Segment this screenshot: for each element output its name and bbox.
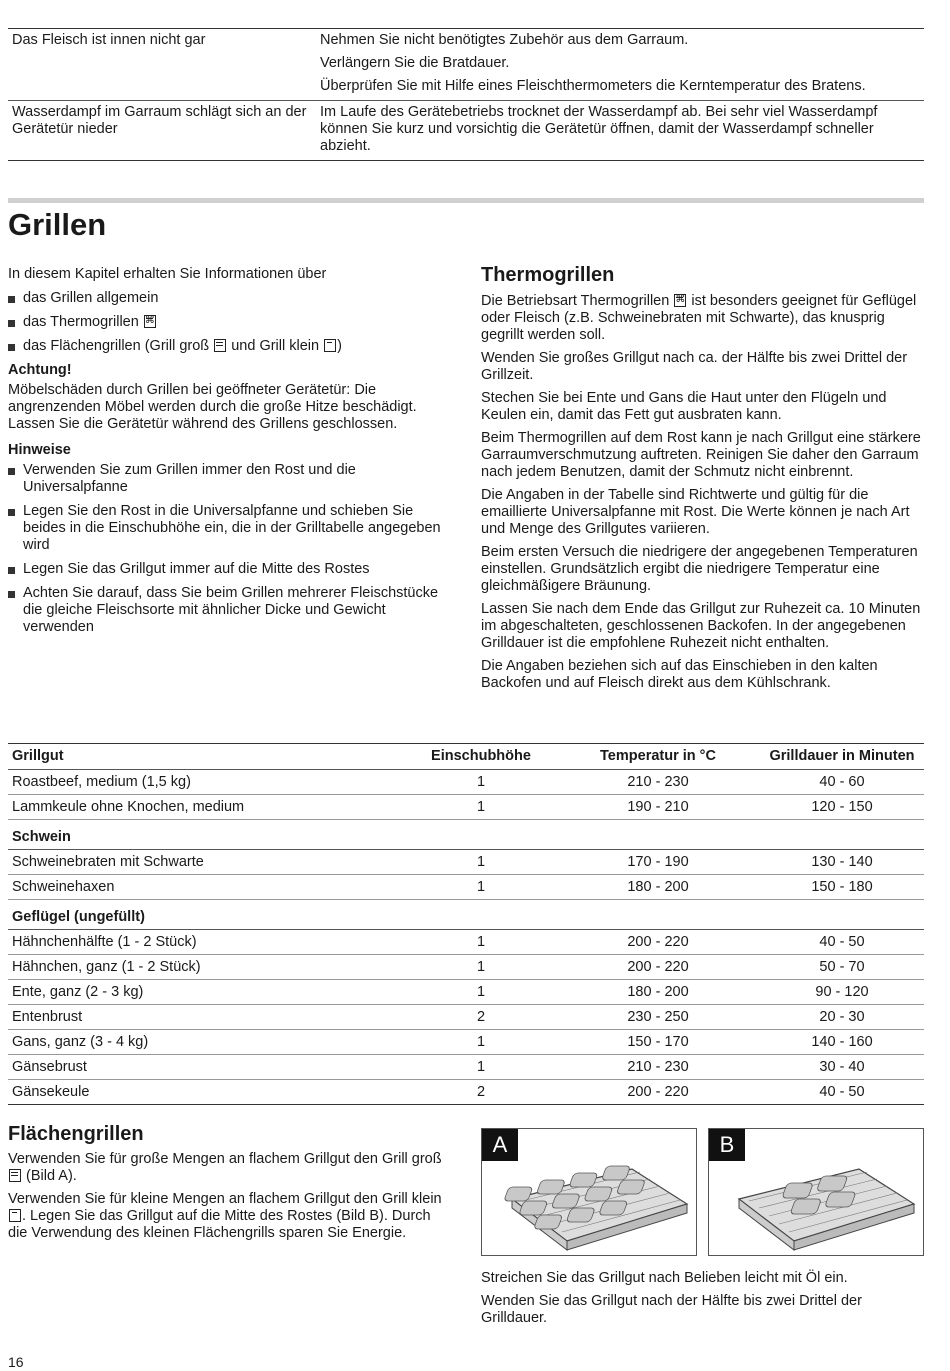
- table-row: Ente, ganz (2 - 3 kg) 1 180 - 200 90 - 120: [8, 980, 924, 1005]
- trouble-solution: Verlängern Sie die Bratdauer.: [320, 55, 510, 71]
- flaechen-heading: Flächengrillen: [8, 1123, 144, 1145]
- trouble-problem: Das Fleisch ist innen nicht gar: [12, 32, 206, 48]
- list-item: das Thermogrillen ⌘: [8, 314, 448, 331]
- trouble-row: [8, 29, 924, 100]
- thermo-paragraph: Wenden Sie großes Grillgut nach ca. der Hälfte bis zwei Drittel der Grillzeit.: [481, 350, 908, 383]
- thermo-paragraph: Lassen Sie nach dem Ende das Grillgut zur Ruhezeit ca. 10 Minuten im abgeschalteten, geschlossenen Backofen. In der angegebenen Grilldauer ist die empfohlene Ruhezeit nicht enthalten.: [481, 601, 921, 651]
- grill-table: [8, 743, 924, 1105]
- thermo-paragraph: Die Angaben in der Tabelle sind Richtwerte und gültig für die emaillierte Universalpfanne mit Rost. Die Werte können je nach Art und Menge des Grillgutes variieren.: [481, 487, 910, 537]
- thermo-paragraph: Die Angaben beziehen sich auf das Einschieben in den kalten Backofen und auf Fleisch direkt aus dem Kühlschrank.: [481, 658, 878, 691]
- grill-small-icon: [324, 339, 336, 352]
- instruction-paragraph: Streichen Sie das Grillgut nach Belieben leicht mit Öl ein.: [481, 1270, 848, 1286]
- intro-column: [8, 266, 448, 643]
- table-row: Hähnchen, ganz (1 - 2 Stück) 1 200 - 220 50 - 70: [8, 955, 924, 980]
- list-item: Verwenden Sie zum Grillen immer den Rost und die Universalpfanne: [8, 462, 448, 496]
- flaechen-paragraph: Verwenden Sie für kleine Mengen an flachem Grillgut den Grill klein . Legen Sie das Grillgut auf die Mitte des Rostes (Bild B). Durch die Verwendung des kleinen Flächengrills sparen Sie Energie.: [8, 1191, 442, 1241]
- table-row: Gänsekeule 2 200 - 220 40 - 50: [8, 1080, 924, 1105]
- intro-lead: In diesem Kapitel erhalten Sie Informationen über: [8, 266, 327, 282]
- hints-heading: Hinweise: [8, 442, 71, 458]
- thermo-paragraph: Beim Thermogrillen auf dem Rost kann je nach Grillgut eine stärkere Garraumverschmutzung auftreten. Reinigen Sie daher den Garraum nach jedem Benutzen, damit der Schmutz nicht einbrennt.: [481, 430, 921, 480]
- table-row: Schweinehaxen 1 180 - 200 150 - 180: [8, 875, 924, 900]
- trouble-problem: Wasserdampf im Garraum schlägt sich an der Gerätetür nieder: [12, 104, 307, 137]
- table-row: Hähnchenhälfte (1 - 2 Stück) 1 200 - 220 40 - 50: [8, 930, 924, 955]
- flaechen-section: [8, 1122, 448, 1248]
- thermo-paragraph: Stechen Sie bei Ente und Gans die Haut unter den Flügeln und Keulen ein, damit das Fett gut ausbraten kann.: [481, 390, 887, 423]
- table-row: Schweinebraten mit Schwarte 1 170 - 190 130 - 140: [8, 850, 924, 875]
- list-item: Legen Sie das Grillgut immer auf die Mitte des Rostes: [8, 561, 448, 578]
- column-header: Grilldauer in Minuten: [760, 744, 924, 770]
- grill-large-icon: [214, 339, 226, 352]
- list-item: das Flächengrillen (Grill groß und Grill klein ): [8, 338, 448, 355]
- table-row: Gänsebrust 1 210 - 230 30 - 40: [8, 1055, 924, 1080]
- page-number: 16: [8, 1354, 24, 1370]
- image-label: B: [709, 1129, 745, 1161]
- thermo-paragraph: Die Betriebsart Thermogrillen ⌘ ist besonders geeignet für Geflügel oder Fleisch (z.B. Schweinebraten mit Schwarte), das knusprig gegrillt werden soll.: [481, 293, 921, 344]
- warning-heading: Achtung!: [8, 362, 72, 378]
- thermo-column: [481, 263, 921, 698]
- column-header: Grillgut: [8, 744, 406, 770]
- image-a: [481, 1128, 697, 1256]
- trouble-solutions: [320, 104, 924, 155]
- thermo-paragraph: Beim ersten Versuch die niedrigere der angegebenen Temperaturen einstellen. Grundsätzlich ergibt die niedrigere Temperatur eine gleichmäßigere Bräunung.: [481, 544, 918, 594]
- table-row: Lammkeule ohne Knochen, medium 1 190 - 210 120 - 150: [8, 795, 924, 820]
- intro-list: [8, 290, 448, 355]
- trouble-solution: Nehmen Sie nicht benötigtes Zubehör aus dem Garraum.: [320, 32, 689, 48]
- table-group-row: Schwein: [8, 820, 924, 850]
- image-b: [708, 1128, 924, 1256]
- column-header: Einschubhöhe: [406, 744, 556, 770]
- thermogrill-icon: [674, 294, 686, 307]
- trouble-solutions: [320, 32, 924, 95]
- table-header-row: [8, 744, 924, 770]
- page-title: Grillen: [8, 207, 107, 242]
- thermogrill-icon: [144, 315, 156, 328]
- table-row: Gans, ganz (3 - 4 kg) 1 150 - 170 140 - 160: [8, 1030, 924, 1055]
- list-item: Achten Sie darauf, dass Sie beim Grillen mehrerer Fleischstücke die gleiche Fleischsorte mit ähnlicher Dicke und Gewicht verwenden: [8, 585, 448, 636]
- table-row: Roastbeef, medium (1,5 kg) 1 210 - 230 40 - 60: [8, 770, 924, 795]
- table-row: Entenbrust 2 230 - 250 20 - 30: [8, 1005, 924, 1030]
- trouble-table: [8, 28, 924, 161]
- list-item: das Grillen allgemein: [8, 290, 448, 307]
- warning-text: Möbelschäden durch Grillen bei geöffneter Gerätetür: Die angrenzenden Möbel werden durch die große Hitze beschädigt. Lassen Sie die Gerätetür während des Grillens geschlossen.: [8, 382, 417, 432]
- image-label: A: [482, 1129, 518, 1161]
- grill-small-icon: [9, 1209, 21, 1222]
- flaechen-paragraph: Verwenden Sie für große Mengen an flachem Grillgut den Grill groß (Bild A).: [8, 1151, 442, 1184]
- trouble-row: [8, 100, 924, 160]
- trouble-solution: Im Laufe des Gerätebetriebs trocknet der Wasserdampf ab. Bei sehr viel Wasserdampf können Sie kurz und vorsichtig die Gerätetür öffnen, damit der Wasserdampf schneller abzieht.: [320, 104, 878, 154]
- grill-large-icon: [9, 1169, 21, 1182]
- instruction-paragraph: Wenden Sie das Grillgut nach der Hälfte bis zwei Drittel der Grilldauer.: [481, 1293, 862, 1326]
- trouble-solution: Überprüfen Sie mit Hilfe eines Fleischthermometers die Kerntemperatur des Bratens.: [320, 78, 866, 94]
- section-divider: [8, 198, 924, 203]
- list-item: Legen Sie den Rost in die Universalpfanne und schieben Sie beides in die Einschubhöhe ein, die in der Grilltabelle angegeben wird: [8, 503, 448, 554]
- table-group-row: Geflügel (ungefüllt): [8, 900, 924, 930]
- thermo-heading: Thermogrillen: [481, 264, 615, 286]
- hints-list: [8, 462, 448, 636]
- oil-instructions: [481, 1270, 921, 1333]
- column-header: Temperatur in °C: [556, 744, 760, 770]
